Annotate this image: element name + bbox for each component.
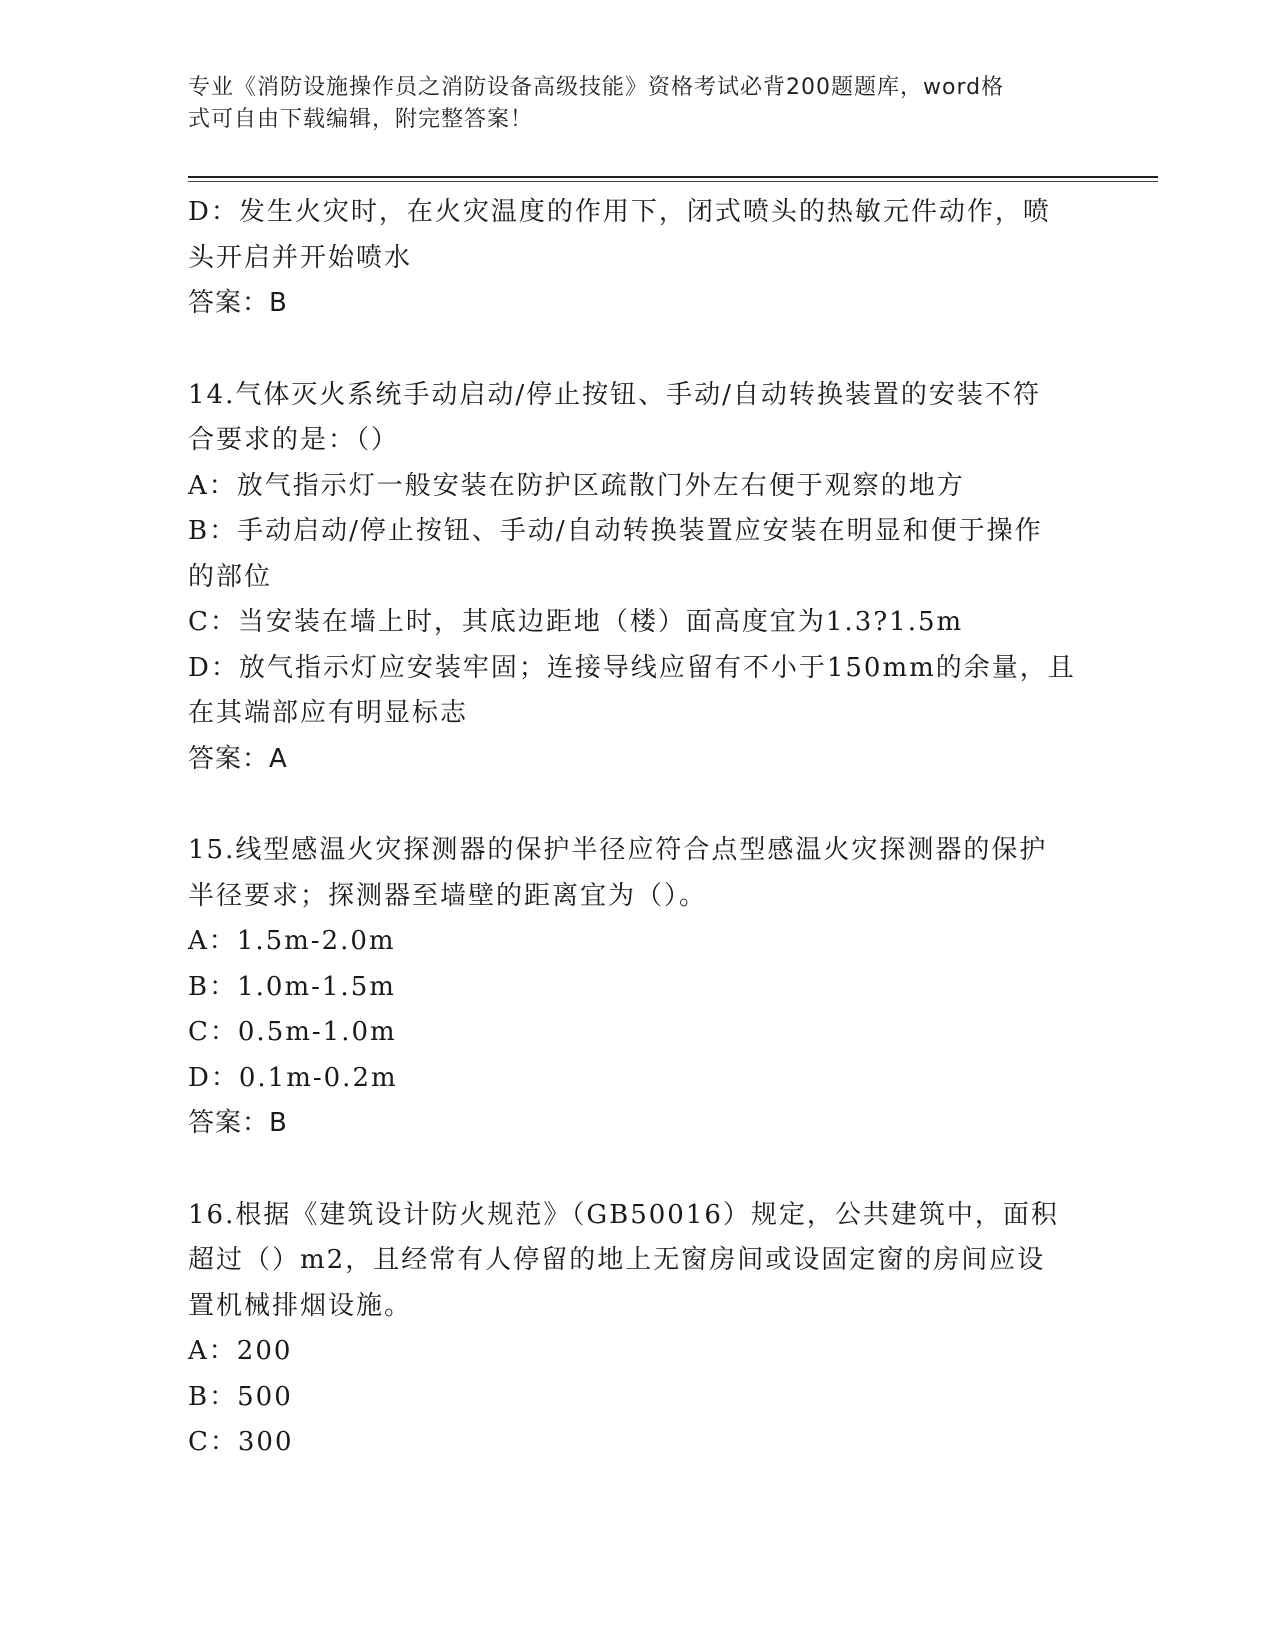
q15-answer: 答案：B [188,1108,288,1138]
q14-option-c: C：当安装在墙上时，其底边距地（楼）面高度宜为1.3?1.5m [188,607,964,637]
q16-stem-line-1: 16.根据《建筑设计防火规范》（GB50016）规定，公共建筑中，面积 [188,1199,1059,1230]
header-divider-thick [188,176,1158,178]
q15-option-b: B：1.0m-1.5m [188,971,396,1002]
question-16 [188,1193,1078,1466]
q14-option-a: A：放气指示灯一般安装在防护区疏散门外左右便于观察的地方 [188,470,965,501]
page-header [188,72,1068,136]
q16-option-a: A：200 [188,1336,293,1366]
q14-option-b-line-1: B：手动启动/停止按钮、手动/自动转换装置应安装在明显和便于操作 [188,516,1043,546]
spacer [188,327,1078,373]
q15-option-a: A：1.5m-2.0m [188,926,396,956]
question-13 [188,190,1078,327]
q15-stem-line-1: 15.线型感温火灾探测器的保护半径应符合点型感温火灾探测器的保护 [188,835,1048,865]
q13-answer: 答案：B [188,288,288,318]
q14-stem-line-1: 14.气体灭火系统手动启动/停止按钮、手动/自动转换装置的安装不符 [188,379,1041,410]
header-line-2: 式可自由下载编辑，附完整答案！ [188,107,534,132]
spacer [188,782,1078,828]
header-divider-thin [188,181,1158,182]
q15-option-c: C：0.5m-1.0m [188,1017,397,1047]
q15-option-d: D：0.1m-0.2m [188,1062,398,1093]
q16-option-b: B：500 [188,1381,293,1412]
q14-stem-line-2: 合要求的是：（） [188,425,400,455]
q14-option-d-line-1: D：放气指示灯应安装牢固；连接导线应留有不小于150mm的余量，且 [188,652,1076,683]
q16-option-c: C：300 [188,1427,294,1457]
q15-stem-line-2: 半径要求；探测器至墙壁的距离宜为（）。 [188,880,708,911]
spacer [188,1147,1078,1193]
question-14 [188,373,1078,783]
q13-option-d-line-2: 头开启并开始喷水 [188,242,413,273]
q14-answer: 答案：A [188,743,288,774]
document-body [188,190,1078,1466]
question-15 [188,828,1078,1147]
q16-stem-line-2: 超过（）m2，且经常有人停留的地上无窗房间或设固定窗的房间应设 [188,1245,1046,1275]
q14-option-d-line-2: 在其端部应有明显标志 [188,698,469,728]
q13-option-d-line-1: D：发生火灾时，在火灾温度的作用下，闭式喷头的热敏元件动作，喷 [188,197,1051,227]
header-line-1: 专业《消防设施操作员之消防设备高级技能》资格考试必背200题题库，word格 [188,75,1005,100]
q14-option-b-line-2: 的部位 [188,561,273,592]
q16-stem-line-3: 置机械排烟设施。 [188,1290,413,1321]
